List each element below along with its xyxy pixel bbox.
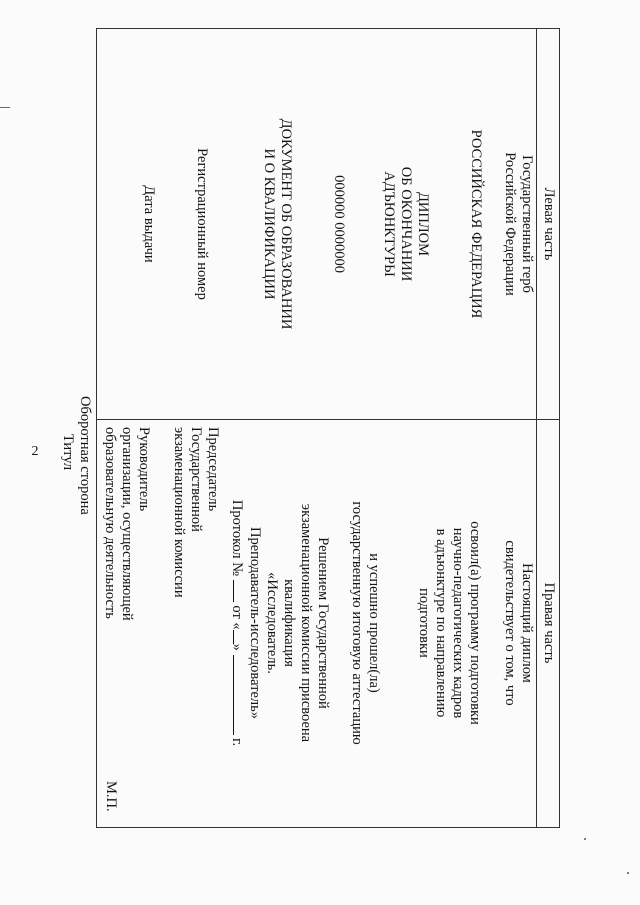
chairman-line: Государственной (188, 427, 204, 532)
coat-of-arms-line: Российской Федерации (502, 152, 518, 296)
right-column-header: Правая часть (541, 582, 557, 664)
form-side-label: Оборотная сторона (77, 396, 93, 515)
decision-line: Решением Государственной (315, 537, 331, 709)
chairman-line: экзаменационной комиссии (171, 427, 187, 598)
registration-number-label: Регистрационный номер (194, 148, 210, 300)
decision-line: «Исследователь. (264, 572, 280, 674)
diploma-layout-table (96, 28, 560, 828)
protocol-number-blank (233, 580, 246, 602)
protocol-line (228, 420, 246, 826)
protocol-month-blank (233, 655, 246, 735)
document-type-line: И О КВАЛИФИКАЦИИ (261, 148, 277, 300)
program-line: подготовки (416, 588, 432, 658)
intro-line: Настоящий диплом (519, 563, 535, 683)
protocol-date-open: от « (229, 605, 245, 630)
head-line: образовательную деятельность (102, 427, 118, 619)
diploma-title-line: ДИПЛОМ (415, 191, 431, 257)
coat-of-arms-line: Государственный герб (519, 155, 535, 293)
diploma-number: 000000 0000000 (331, 175, 347, 273)
decision-line: Преподаватель-исследователь» (247, 526, 263, 720)
country-name: РОССИЙСКАЯ ФЕДЕРАЦИЯ (468, 129, 484, 319)
decision-line: квалификация (281, 579, 297, 667)
protocol-date-close: » (229, 643, 245, 651)
program-line: в адъюнктуре по направлению (433, 528, 449, 718)
issue-date-label: Дата выдачи (141, 185, 157, 263)
header-divider (536, 29, 537, 827)
diploma-title-line: АДЪЮНКТУРЫ (381, 171, 397, 277)
protocol-year-suffix: г. (229, 738, 245, 747)
protocol-number-label: Протокол № (229, 499, 245, 577)
attestation-line: государственную итоговую аттестацию (349, 501, 365, 745)
rotated-form (0, 12, 640, 892)
head-line: Руководитель (136, 427, 152, 512)
head-line: организации, осуществляющей (119, 427, 135, 621)
program-line: научно-педагогических кадров (450, 527, 466, 719)
protocol-day-blank (233, 630, 246, 644)
stamp-placeholder: М.П. (103, 781, 119, 812)
diploma-title-line: ОБ ОКОНЧАНИИ (398, 166, 414, 282)
document-type-line: ДОКУМЕНТ ОБ ОБРАЗОВАНИИ (278, 118, 294, 330)
program-line: освоил(а) программу подготовки (467, 521, 483, 725)
left-column-header: Левая часть (541, 187, 557, 261)
decision-line: экзаменационной комиссии присвоена (298, 503, 314, 743)
form-title: Титул (60, 433, 76, 471)
intro-line: свидетельствует о том, что (502, 540, 518, 706)
page-number: 2 (31, 444, 39, 459)
attestation-line: и успешно прошел(ла) (366, 553, 382, 693)
chairman-line: Председатель (205, 427, 221, 512)
